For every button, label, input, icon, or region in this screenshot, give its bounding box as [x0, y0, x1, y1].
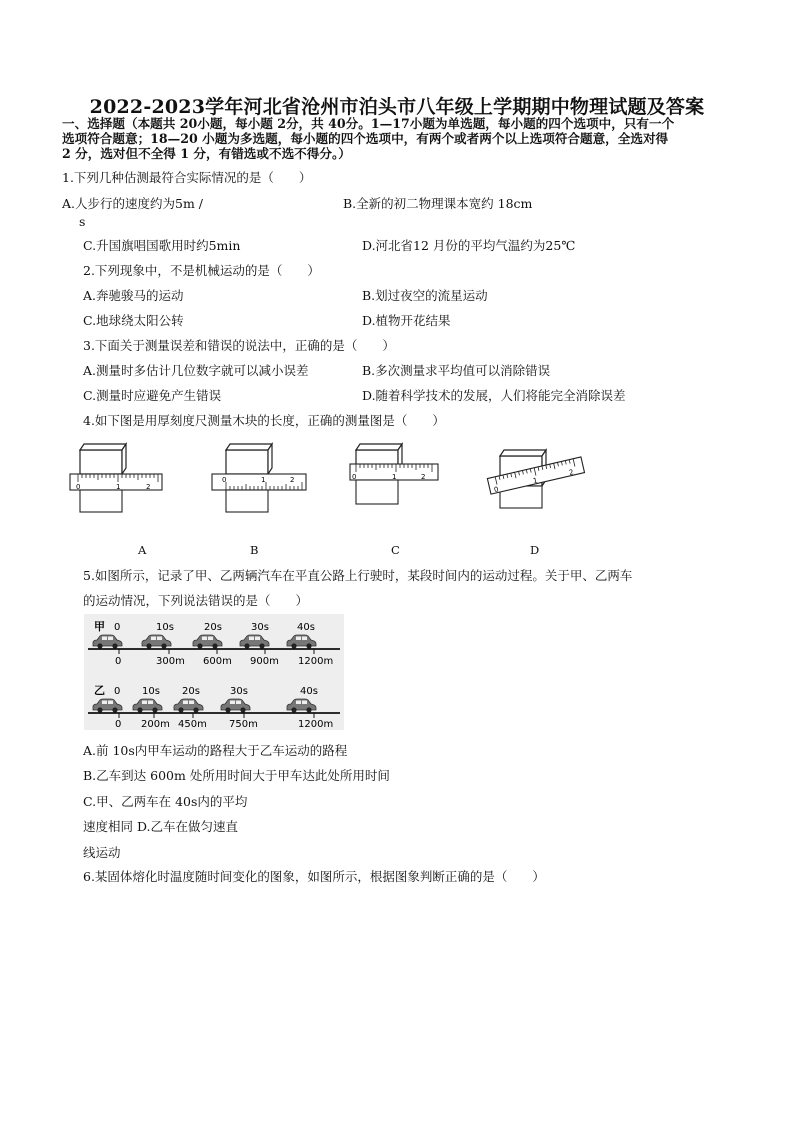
ruler-figure-c — [350, 444, 438, 504]
q5-option-c-continued: 速度相同 D.乙车在做匀速直 — [83, 819, 239, 834]
car2-time-0: 0 — [114, 686, 121, 697]
q5-option-c: C.甲、乙两车在 40s内的平均 — [83, 794, 248, 809]
q4-label-a: A — [138, 543, 147, 557]
ruler-c-tick-1: 1 — [392, 473, 397, 481]
q3-stem: 3.下面关于测量误差和错误的说法中，正确的是（ ） — [83, 338, 395, 353]
q5-stem-line-2: 的运动情况，下列说法错误的是（ ） — [83, 593, 309, 608]
ruler-d-tick-2: 2 — [568, 468, 575, 477]
car2-time-4: 40s — [300, 686, 318, 697]
q2-stem: 2.下列现象中，不是机械运动的是（ ） — [83, 263, 320, 278]
car1-dist-3: 900m — [250, 656, 279, 667]
q3-option-c: C.测量时应避免产生错误 — [83, 388, 222, 403]
car-motion-figure — [84, 614, 344, 730]
car2-time-2: 20s — [182, 686, 200, 697]
q2-option-b: B.划过夜空的流星运动 — [362, 288, 488, 303]
q5-option-a: A.前 10s内甲车运动的路程大于乙车运动的路程 — [83, 743, 348, 758]
car1-time-4: 40s — [297, 622, 315, 633]
q3-option-a: A.测量时多估计几位数字就可以减小误差 — [83, 363, 309, 378]
ruler-b-tick-1: 1 — [261, 476, 266, 484]
car1-dist-2: 600m — [203, 656, 232, 667]
ruler-b-tick-0: 0 — [222, 476, 227, 484]
ruler-b-tick-2: 2 — [290, 476, 295, 484]
q4-label-b: B — [250, 543, 259, 557]
ruler-figure-d — [487, 450, 584, 508]
ruler-d-tick-0: 0 — [493, 485, 500, 495]
car1-name: 甲 — [94, 620, 105, 633]
car1-time-2: 20s — [204, 622, 222, 633]
q4-label-c: C — [391, 543, 400, 557]
car2-dist-1: 200m — [141, 719, 170, 730]
car2-dist-0: 0 — [115, 719, 122, 730]
q1-option-d: D.河北省12 月份的平均气温约为25℃ — [362, 238, 576, 253]
section-line-2: 选项符合题意；18—20 小题为多选题，每小题的四个选项中，有两个或者两个以上选项符合题意，全选对得 — [62, 131, 669, 146]
q2-option-a: A.奔驰骏马的运动 — [83, 288, 184, 303]
q5-stem-line-1: 5.如图所示，记录了甲、乙两辆汽车在平直公路上行驶时，某段时间内的运动过程。关于甲、乙两车 — [83, 568, 633, 583]
car1-time-1: 10s — [156, 622, 174, 633]
car2-time-1: 10s — [142, 686, 160, 697]
q2-option-d: D.植物开花结果 — [362, 313, 451, 328]
q1-stem: 1.下列几种估测最符合实际情况的是（ ） — [62, 170, 312, 185]
car1-time-3: 30s — [251, 622, 269, 633]
car2-time-3: 30s — [230, 686, 248, 697]
q5-option-d-continued: 线运动 — [83, 845, 121, 860]
car2-name: 乙 — [94, 684, 105, 697]
q1-option-a: A.人步行的速度约为5m / — [62, 196, 203, 211]
q4-stem: 4.如下图是用厚刻度尺测量木块的长度，正确的测量图是（ ） — [83, 413, 445, 428]
car2-dist-3: 750m — [229, 719, 258, 730]
ruler-a-tick-2: 2 — [146, 483, 151, 491]
section-instructions — [62, 116, 762, 161]
q3-option-b: B.多次测量求平均值可以消除错误 — [362, 363, 551, 378]
section-line-1: 一、选择题（本题共 20小题，每小题 2分，共 40分。1—17小题为单选题，每小题的四个选项中，只有一个 — [62, 116, 675, 131]
q3-option-d: D.随着科学技术的发展，人们将能完全消除误差 — [362, 388, 626, 403]
ruler-d-tick-1: 1 — [532, 476, 539, 486]
q1-option-c: C.升国旗唱国歌用时约5min — [83, 238, 241, 253]
q2-option-c: C.地球绕太阳公转 — [83, 313, 184, 328]
car1-dist-4: 1200m — [298, 656, 334, 667]
q4-label-d: D — [530, 543, 540, 557]
ruler-figures — [60, 436, 590, 548]
ruler-a-tick-0: 0 — [76, 483, 81, 491]
ruler-c-tick-2: 2 — [421, 473, 426, 481]
car2-dist-2: 450m — [178, 719, 207, 730]
page-title: 2022-2023学年河北省沧州市泊头市八年级上学期期中物理试题及答案 — [89, 96, 705, 118]
car2-dist-4: 1200m — [298, 719, 334, 730]
ruler-figure-a — [70, 444, 162, 512]
q5-option-b: B.乙车到达 600m 处所用时间大于甲车达此处所用时间 — [83, 768, 390, 783]
q1-option-a-unit: s — [79, 214, 86, 229]
ruler-figure-b — [212, 444, 306, 512]
q1-option-b: B.全新的初二物理课本宽约 18cm — [343, 196, 533, 211]
ruler-c-tick-0: 0 — [352, 473, 357, 481]
ruler-a-tick-1: 1 — [116, 483, 121, 491]
car1-time-0: 0 — [114, 622, 121, 633]
car1-dist-0: 0 — [115, 656, 122, 667]
section-line-3: 2 分，选对但不全得 1 分，有错选或不选不得分。） — [62, 146, 351, 161]
car1-dist-1: 300m — [156, 656, 185, 667]
q6-stem: 6.某固体熔化时温度随时间变化的图象，如图所示，根据图象判断正确的是（ ） — [83, 869, 545, 884]
